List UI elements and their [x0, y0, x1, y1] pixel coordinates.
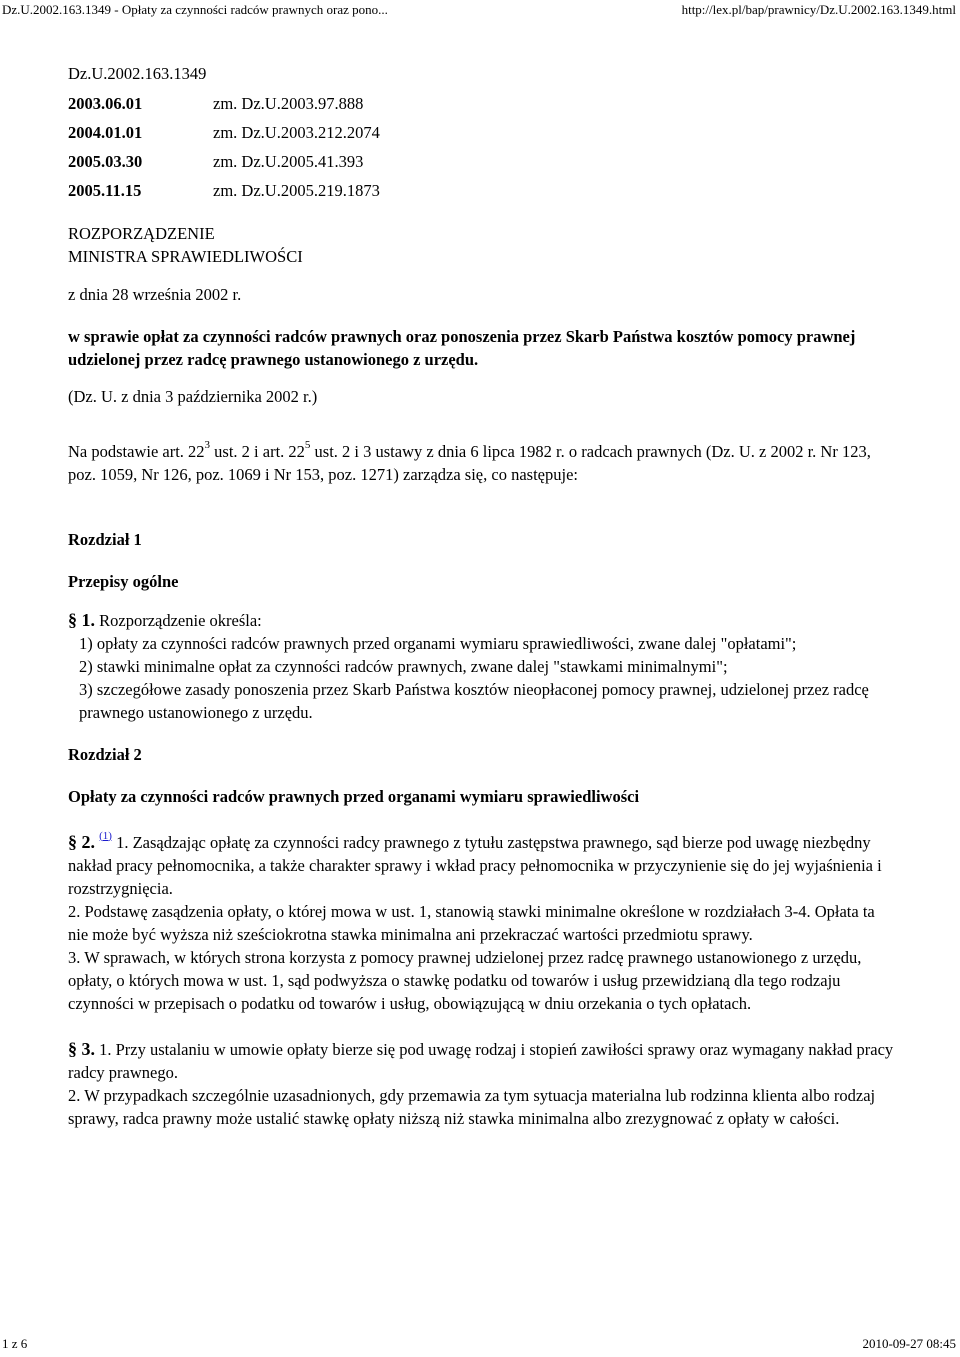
list-item-text: stawki minimalne opłat za czynności radców prawnych, zwane dalej "stawkami minimalnymi"; — [92, 657, 728, 676]
act-date: z dnia 28 września 2002 r. — [68, 285, 242, 304]
section-number: 3. — [81, 1039, 95, 1059]
paragraph-3 — [68, 1038, 898, 1130]
page-counter: 1 z 6 — [2, 1336, 28, 1351]
paragraph-3-ust-1 — [68, 1038, 898, 1084]
amendment-row — [68, 118, 380, 147]
chapter-1-label: Rozdział 1 — [68, 530, 142, 549]
amendment-date: 2005.11.15 — [68, 181, 142, 200]
footnote-link[interactable]: (1) — [99, 829, 112, 842]
amendment-reference: zm. Dz.U.2005.41.393 — [213, 152, 364, 171]
amendment-date: 2003.06.01 — [68, 94, 143, 113]
legal-basis — [68, 440, 898, 486]
section-number: 2. — [81, 832, 95, 852]
amendment-row — [68, 89, 380, 118]
paragraph-2-ust-3: 3. W sprawach, w których strona korzysta z pomocy prawnej udzielonej przez radcę prawnego ustanowionego z urzędu, opłaty, o których mowa w ust. 1, sąd podwyższa o stawkę podatku od towarów i usług przewidzianą dla tego rodzaju czynności w przepisach o podatku od towarów i usług, obowiązującą w dniu orzekania o tych opłatach. — [68, 948, 862, 1013]
legal-basis-text: Na podstawie art. 22 — [68, 442, 205, 461]
paragraph-1-intro — [68, 609, 898, 632]
section-mark: § 2. — [68, 832, 95, 852]
document-reference-id: Dz.U.2002.163.1349 — [68, 64, 207, 83]
amendments-table — [68, 89, 380, 205]
publication-note: (Dz. U. z dnia 3 października 2002 r.) — [68, 387, 318, 406]
document-body — [68, 62, 898, 1130]
list-item-text: opłaty za czynności radców prawnych przed organami wymiaru sprawiedliwości, zwane dalej "opłatami"; — [92, 634, 797, 653]
amendment-reference: zm. Dz.U.2003.212.2074 — [213, 123, 380, 142]
paragraph-text: Rozporządzenie określa: — [95, 611, 262, 630]
print-timestamp: 2010-09-27 08:45 — [862, 1336, 956, 1351]
section-mark: § 1. — [68, 610, 95, 630]
paragraph-2-ust-1 — [68, 831, 898, 900]
chapter-1-title: Przepisy ogólne — [68, 572, 179, 591]
print-footer — [2, 1336, 956, 1352]
amendment-date: 2005.03.30 — [68, 152, 143, 171]
amendment-reference: zm. Dz.U.2005.219.1873 — [213, 181, 380, 200]
list-item — [68, 678, 898, 724]
legal-basis-text: ust. 2 i art. 22 — [210, 442, 305, 461]
superscript: 5 — [304, 438, 311, 451]
section-mark: § 3. — [68, 1039, 95, 1059]
act-type: ROZPORZĄDZENIE — [68, 224, 215, 243]
chapter-2-title: Opłaty za czynności radców prawnych przed organami wymiaru sprawiedliwości — [68, 787, 640, 806]
amendment-row — [68, 147, 380, 176]
legal-basis-text: ust. 2 i 3 ustawy z dnia 6 lipca 1982 r. o radcach prawnych (Dz. U. z 2002 r. Nr 123, poz. 1059, Nr 126, poz. 1069 i Nr 153, poz. 1271) zarządza się, co następuje: — [68, 442, 871, 484]
list-item-number: 2) — [79, 657, 93, 676]
paragraph-2-ust-2: 2. Podstawę zasądzenia opłaty, o której mowa w ust. 1, stanowią stawki minimalne określone w rozdziałach 3-4. Opłata ta nie może być wyższa niż sześciokrotna stawka minimalna ani przekraczać wartości przedmiotu sprawy. — [68, 902, 875, 944]
amendment-reference: zm. Dz.U.2003.97.888 — [213, 94, 364, 113]
chapter-2-label: Rozdział 2 — [68, 745, 142, 764]
list-item — [68, 632, 898, 655]
list-item — [68, 655, 898, 678]
superscript: 3 — [204, 438, 211, 451]
amendment-date: 2004.01.01 — [68, 123, 143, 142]
amendment-row — [68, 176, 380, 205]
act-issuer: MINISTRA SPRAWIEDLIWOŚCI — [68, 247, 303, 266]
list-item-number: 3) — [79, 680, 93, 699]
section-number: 1. — [81, 610, 95, 630]
paragraph-text: 1. Zasądzając opłatę za czynności radcy prawnego z tytułu zastępstwa prawnego, sąd bierze pod uwagę niezbędny nakład pracy pełnomocnika, a także charakter sprawy i wkład pracy pełnomocnika w przyczynienie się do jej wyjaśnienia i rozstrzygnięcia. — [68, 833, 882, 898]
page-title: Dz.U.2002.163.1349 - Opłaty za czynności radców prawnych oraz pono... — [2, 2, 388, 17]
act-subject: w sprawie opłat za czynności radców prawnych oraz ponoszenia przez Skarb Państwa kosztów pomocy prawnej udzielonej przez radcę prawnego ustanowionego z urzędu. — [68, 327, 856, 369]
page-url: http://lex.pl/bap/prawnicy/Dz.U.2002.163.1349.html — [681, 2, 956, 17]
paragraph-1 — [68, 609, 898, 724]
print-header — [2, 2, 956, 18]
list-item-text: szczegółowe zasady ponoszenia przez Skarb Państwa kosztów nieopłaconej pomocy prawnej, udzielonej przez radcę prawnego ustanowionego z urzędu. — [79, 680, 869, 722]
list-item-number: 1) — [79, 634, 93, 653]
paragraph-text: 1. Przy ustalaniu w umowie opłaty bierze się pod uwagę rodzaj i stopień zawiłości sprawy oraz wymagany nakład pracy radcy prawnego. — [68, 1040, 894, 1082]
paragraph-3-ust-2: 2. W przypadkach szczególnie uzasadnionych, gdy przemawia za tym sytuacja materialna lub rodzinna klienta albo rodzaj sprawy, radca prawny może ustalić stawkę opłaty niższą niż stawka minimalna albo zrezygnować z opłaty w całości. — [68, 1086, 876, 1128]
paragraph-2 — [68, 831, 898, 1015]
